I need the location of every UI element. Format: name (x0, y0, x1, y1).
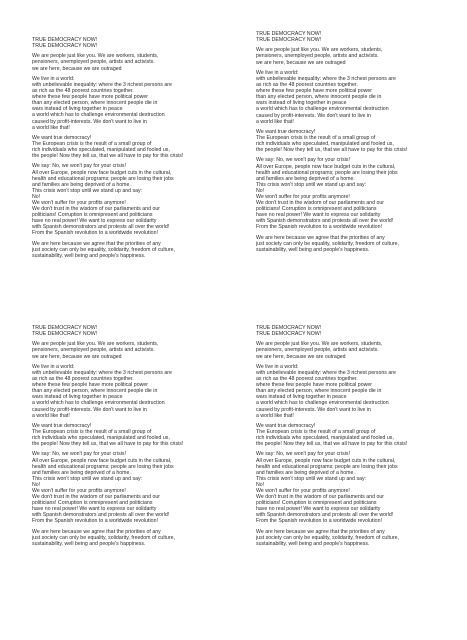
flyer-line: sustainability, well being and people's happiness. (32, 252, 146, 259)
flyer-line: and families are being deprived of a home. (32, 181, 131, 188)
flyer-paragraph (256, 341, 461, 359)
flyer-line: rich individuals who speculated, manipulated and fooled us, (32, 435, 170, 442)
flyer-line: We don't trust in the wisdom of our parliaments and our (256, 494, 384, 501)
flyer-line: with Spanish demonstrators and protests all over the world! (32, 224, 170, 231)
flyer-line: We are people just like you. We are workers, students, (32, 53, 159, 60)
flyer-line: have no real power! We want to express our solidarity (256, 212, 381, 219)
flyer-line: and families are being deprived of a home. (32, 469, 131, 476)
flyer-line: as rich as the 48 poorest countries together. (32, 88, 134, 95)
flyer-line: with Spanish demonstrators and protests all over the world! (32, 512, 170, 519)
flyer-line: All over Europe, people now face budget cuts in the cultural, (256, 163, 396, 170)
flyer-line: We won't suffer for your profits anymore! (32, 200, 126, 206)
flyer-line: We live in a world: (256, 363, 299, 370)
flyer-line: with unbelievable inequality: where the 3 richest persons are (256, 75, 396, 82)
flyer-line: politicians! Corruption is omnipresent and politicians (256, 500, 377, 507)
flyer-line: We are here because we agree that the priorities of any (32, 528, 161, 535)
flyer-line: sustainability, well being and people's happiness. (256, 246, 370, 253)
flyer-line: TRUE DEMOCRACY NOW! (32, 37, 98, 43)
flyer-line: and families are being deprived of a home. (256, 469, 355, 476)
flyer-line: No! (256, 187, 265, 194)
flyer-heading (32, 37, 237, 49)
flyer-line: a world which has to challenge environmental destruction (32, 400, 165, 407)
flyer-line: We are here because we agree that the priorities of any (256, 234, 385, 241)
flyer-line: have no real power! We want to express our solidarity (32, 506, 157, 513)
flyer-line: caused by profit-interests. We don't want to live in (32, 406, 147, 413)
flyer-heading (256, 325, 461, 337)
flyer-line: we are here, because we are outraged (32, 353, 122, 360)
flyer-line: This crisis won't stop until we stand up and say: (256, 475, 367, 482)
flyer-line: From the Spanish revolution to a worldwide revolution! (32, 518, 158, 525)
flyer-line: We say: No, we won't pay for your crisis! (256, 451, 350, 458)
flyer-paragraph (256, 47, 461, 65)
flyer-paragraph (32, 241, 237, 259)
flyer-line: TRUE DEMOCRACY NOW! (32, 331, 98, 338)
flyer-line: The European crisis is the result of a small group of (32, 428, 152, 435)
flyer-line: rich individuals who speculated, manipulated and fooled us, (256, 141, 394, 148)
flyer-line: TRUE DEMOCRACY NOW! (32, 325, 98, 331)
flyer-line: the people! Now they tell us, that we all have to pay for this crisis! (32, 153, 184, 160)
flyer-line: TRUE DEMOCRACY NOW! (32, 43, 98, 50)
flyer-line: rich individuals who speculated, manipulated and fooled us, (256, 435, 394, 442)
flyer-paragraph (256, 129, 461, 153)
flyer-line: with Spanish demonstrators and protests all over the world! (256, 512, 394, 519)
flyer-line: we are here, because we are outraged (256, 59, 346, 66)
flyer-line: The European crisis is the result of a small group of (256, 134, 376, 141)
flyer-line: where these few people have more political power (256, 88, 373, 95)
flyer-line: sustainability, well being and people's happiness. (32, 540, 146, 547)
flyer-line: We won't suffer for your profits anymore! (256, 488, 350, 494)
flyer-line: politicians! Corruption is omnipresent and politicians (256, 206, 377, 213)
flyer-paragraph (256, 451, 461, 524)
flyer-line: we are here, because we are outraged (32, 65, 122, 72)
flyer-paragraph (32, 341, 237, 359)
flyer-line: We are here because we agree that the priorities of any (256, 528, 385, 535)
flyer-line: with unbelievable inequality: where the 3 richest persons are (32, 369, 172, 376)
flyer-line: We say: No, we won't pay for your crisis! (256, 157, 350, 164)
flyer-line: politicians! Corruption is omnipresent and politicians (32, 500, 153, 507)
flyer-line: politicians! Corruption is omnipresent and politicians (32, 212, 153, 219)
flyer-line: This crisis won't stop until we stand up and say: (32, 475, 143, 482)
flyer-line: with unbelievable inequality: where the 3 richest persons are (256, 369, 396, 376)
flyer-line: pensioners, unemployed people, artists and activists. (32, 347, 155, 354)
flyer-paragraph (32, 163, 237, 236)
flyer-line: We live in a world: (32, 75, 75, 82)
flyer-line: We are people just like you. We are workers, students, (256, 47, 383, 54)
flyer-line: No! (32, 193, 41, 200)
flyer-line: We want true democracy! (32, 134, 92, 141)
flyer-line: where these few people have more political power (32, 382, 149, 389)
flyer-line: We say: No, we won't pay for your crisis! (32, 451, 126, 458)
flyer-line: We want true democracy! (256, 422, 316, 429)
flyer-line: caused by profit-interests. We don't want to live in (256, 406, 371, 413)
flyer-line: than any elected person, where innocent people die in (32, 100, 158, 107)
flyer-line: as rich as the 48 poorest countries together. (256, 376, 358, 383)
flyer-line: The European crisis is the result of a small group of (256, 428, 376, 435)
flyer-paragraph (32, 423, 237, 447)
flyer-heading (256, 31, 461, 43)
flyer-line: just society can only be equality, solidarity, freedom of culture, (256, 534, 399, 541)
flyer-line: From the Spanish revolution to a worldwide revolution! (32, 230, 158, 237)
flyer-line: We want true democracy! (256, 128, 316, 135)
flyer-line: TRUE DEMOCRACY NOW! (256, 331, 322, 338)
flyer-line: We don't trust in the wisdom of our parliaments and our (32, 494, 160, 501)
flyer-line: we are here, because we are outraged (256, 353, 346, 360)
flyer-line: where these few people have more political power (32, 94, 149, 101)
flyer-line: health and educational programs; people are losing their jobs (256, 463, 398, 470)
flyer-line: as rich as the 48 poorest countries together. (256, 82, 358, 89)
flyer-paragraph (256, 364, 461, 419)
flyer-line: We want true democracy! (32, 422, 92, 429)
flyer-line: TRUE DEMOCRACY NOW! (256, 325, 322, 331)
flyer-line: the people! Now they tell us, that we all have to pay for this crisis! (256, 147, 408, 154)
flyer-line: a world which has to challenge environmental destruction (256, 106, 389, 113)
flyer-line: than any elected person, where innocent people die in (32, 388, 158, 395)
flyer-line: TRUE DEMOCRACY NOW! (256, 31, 322, 37)
flyer-paragraph (32, 364, 237, 419)
flyer-line: TRUE DEMOCRACY NOW! (256, 37, 322, 44)
flyer-line: caused by profit-interests. We don't want to live in (32, 118, 147, 125)
flyer-line: sustainability, well being and people's happiness. (256, 540, 370, 547)
flyer-copy-top-left (32, 37, 237, 263)
flyer-line: than any elected person, where innocent people die in (256, 94, 382, 101)
flyer-line: We won't suffer for your profits anymore! (256, 194, 350, 200)
flyer-line: From the Spanish revolution to a worldwide revolution! (256, 224, 382, 231)
flyer-line: We say: No, we won't pay for your crisis! (32, 163, 126, 170)
flyer-line: We live in a world: (256, 69, 299, 76)
flyer-line: a world like that! (32, 124, 70, 131)
flyer-line: a world like that! (256, 118, 294, 125)
flyer-paragraph (32, 76, 237, 131)
flyer-line: All over Europe, people now face budget cuts in the cultural, (256, 457, 396, 464)
flyer-paragraph (256, 70, 461, 125)
flyer-paragraph (256, 157, 461, 230)
flyer-line: and families are being deprived of a home. (256, 175, 355, 182)
flyer-line: a world like that! (256, 412, 294, 419)
flyer-line: health and educational programs; people are losing their jobs (256, 169, 398, 176)
flyer-line: as rich as the 48 poorest countries together. (32, 376, 134, 383)
flyer-line: pensioners, unemployed people, artists and activists. (256, 53, 379, 60)
flyer-copy-top-right (256, 31, 461, 257)
flyer-line: rich individuals who speculated, manipulated and fooled us, (32, 147, 170, 154)
flyer-line: a world which has to challenge environmental destruction (256, 400, 389, 407)
flyer-line: wars instead of living together in peace (256, 394, 347, 401)
flyer-line: The European crisis is the result of a small group of (32, 140, 152, 147)
flyer-line: wars instead of living together in peace (32, 106, 123, 113)
flyer-line: This crisis won't stop until we stand up and say: (32, 187, 143, 194)
flyer-line: have no real power! We want to express our solidarity (32, 218, 157, 225)
flyer-paragraph (256, 423, 461, 447)
flyer-line: All over Europe, people now face budget cuts in the cultural, (32, 169, 172, 176)
flyer-line: health and educational programs; people are losing their jobs (32, 463, 174, 470)
flyer-line: No! (32, 481, 41, 488)
flyer-paragraph (32, 135, 237, 159)
flyer-line: than any elected person, where innocent people die in (256, 388, 382, 395)
flyer-line: We don't trust in the wisdom of our parliaments and our (32, 206, 160, 213)
flyer-line: with unbelievable inequality: where the 3 richest persons are (32, 81, 172, 88)
flyer-line: We are people just like you. We are workers, students, (256, 341, 383, 348)
flyer-line: just society can only be equality, solidarity, freedom of culture, (32, 534, 175, 541)
flyer-paragraph (256, 529, 461, 547)
flyer-line: have no real power! We want to express our solidarity (256, 506, 381, 513)
flyer-line: We don't trust in the wisdom of our parliaments and our (256, 200, 384, 207)
flyer-line: We are here because we agree that the priorities of any (32, 240, 161, 247)
flyer-line: with Spanish demonstrators and protests all over the world! (256, 218, 394, 225)
flyer-line: a world like that! (32, 412, 70, 419)
flyer-line: pensioners, unemployed people, artists and activists. (32, 59, 155, 66)
flyer-line: pensioners, unemployed people, artists and activists. (256, 347, 379, 354)
flyer-line: just society can only be equality, solidarity, freedom of culture, (32, 246, 175, 253)
flyer-copy-bottom-left (32, 325, 237, 551)
flyer-line: We live in a world: (32, 363, 75, 370)
flyer-line: the people! Now they tell us, that we all have to pay for this crisis! (32, 441, 184, 448)
flyer-line: We are people just like you. We are workers, students, (32, 341, 159, 348)
flyer-line: health and educational programs; people are losing their jobs (32, 175, 174, 182)
flyer-paragraph (32, 451, 237, 524)
flyer-paragraph (32, 53, 237, 71)
flyer-line: just society can only be equality, solidarity, freedom of culture, (256, 240, 399, 247)
flyer-line: caused by profit-interests. We don't want to live in (256, 112, 371, 119)
flyer-paragraph (32, 529, 237, 547)
flyer-line: This crisis won't stop until we stand up and say: (256, 181, 367, 188)
flyer-line: wars instead of living together in peace (256, 100, 347, 107)
flyer-line: a world which has to challenge environmental destruction (32, 112, 165, 119)
flyer-line: the people! Now they tell us, that we all have to pay for this crisis! (256, 441, 408, 448)
flyer-heading (32, 325, 237, 337)
flyer-line: All over Europe, people now face budget cuts in the cultural, (32, 457, 172, 464)
flyer-line: wars instead of living together in peace (32, 394, 123, 401)
flyer-paragraph (256, 235, 461, 253)
flyer-line: No! (256, 481, 265, 488)
flyer-line: We won't suffer for your profits anymore! (32, 488, 126, 494)
flyer-line: where these few people have more political power (256, 382, 373, 389)
flyer-copy-bottom-right (256, 325, 461, 551)
flyer-line: From the Spanish revolution to a worldwide revolution! (256, 518, 382, 525)
